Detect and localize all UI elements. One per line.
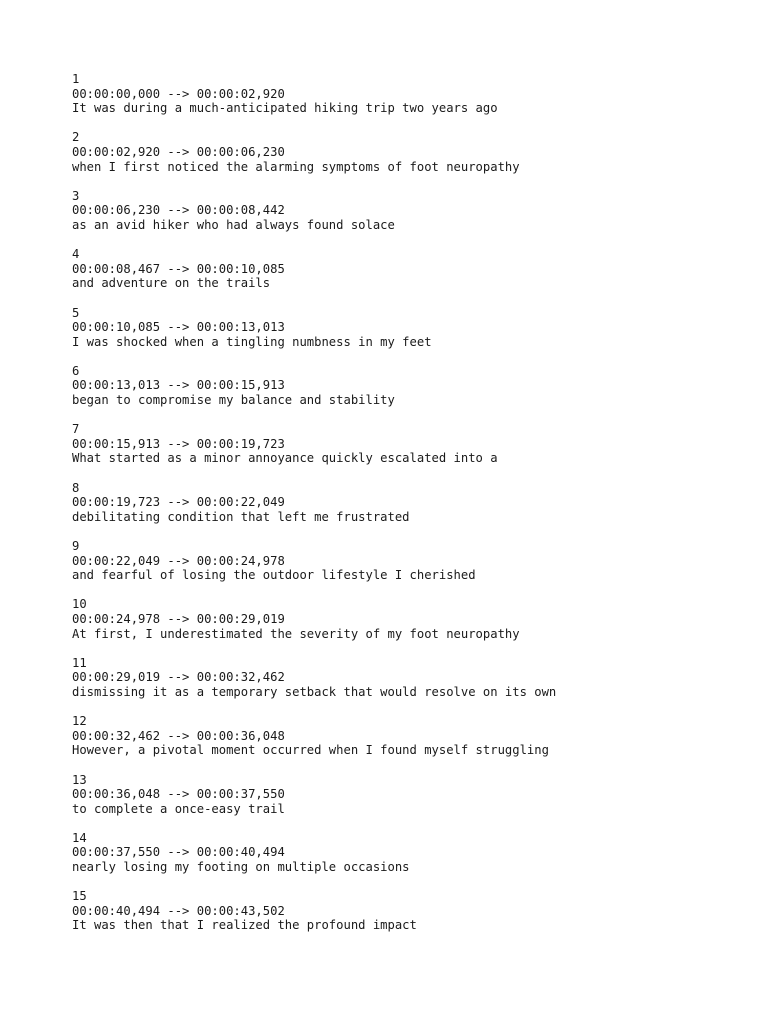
cue-text: I was shocked when a tingling numbness in my feet (72, 334, 432, 349)
cue-index: 14 (72, 830, 87, 845)
cue-timing: 00:00:32,462 --> 00:00:36,048 (72, 728, 285, 743)
subtitle-cue (72, 130, 732, 174)
cue-text: when I first noticed the alarming symptoms of foot neuropathy (72, 159, 520, 174)
cue-index: 9 (72, 539, 80, 553)
subtitle-cue (72, 364, 732, 408)
cue-index: 11 (72, 655, 87, 670)
subtitle-cue (72, 597, 732, 641)
subtitle-cue (72, 773, 732, 817)
cue-index: 3 (72, 188, 80, 203)
cue-text: began to compromise my balance and stability (72, 393, 395, 408)
cue-timing: 00:00:19,723 --> 00:00:22,049 (72, 495, 285, 510)
cue-index: 13 (72, 772, 87, 787)
cue-text: At first, I underestimated the severity of my foot neuropathy (72, 626, 520, 641)
cue-timing: 00:00:13,013 --> 00:00:15,913 (72, 378, 285, 393)
cue-text: What started as a minor annoyance quickly escalated into a (72, 451, 498, 466)
subtitle-cue (72, 656, 732, 700)
cue-timing: 00:00:06,230 --> 00:00:08,442 (72, 203, 285, 218)
subtitle-cue (72, 539, 732, 583)
cue-timing: 00:00:02,920 --> 00:00:06,230 (72, 144, 285, 159)
cue-timing: 00:00:36,048 --> 00:00:37,550 (72, 787, 285, 802)
cue-text: dismissing it as a temporary setback that would resolve on its own (72, 684, 557, 699)
cue-text: debilitating condition that left me frustrated (72, 509, 410, 524)
subtitle-cue (72, 831, 732, 875)
cue-index: 1 (72, 72, 80, 86)
subtitle-cue (72, 72, 732, 116)
cue-text: However, a pivotal moment occurred when I found myself struggling (72, 743, 549, 758)
subtitle-cue (72, 247, 732, 291)
subtitle-cue (72, 481, 732, 525)
cue-timing: 00:00:00,000 --> 00:00:02,920 (72, 86, 285, 101)
cue-text: and adventure on the trails (72, 276, 271, 291)
subtitle-document (72, 72, 732, 948)
cue-text: nearly losing my footing on multiple occasions (72, 860, 410, 875)
subtitle-cue (72, 889, 732, 933)
cue-text: and fearful of losing the outdoor lifestyle I cherished (72, 568, 476, 583)
subtitle-cue (72, 714, 732, 758)
cue-timing: 00:00:40,494 --> 00:00:43,502 (72, 903, 285, 918)
subtitle-cue (72, 189, 732, 233)
cue-timing: 00:00:08,467 --> 00:00:10,085 (72, 261, 285, 276)
cue-index: 10 (72, 597, 87, 612)
subtitle-cue (72, 306, 732, 350)
subtitle-cue (72, 422, 732, 466)
cue-timing: 00:00:22,049 --> 00:00:24,978 (72, 553, 285, 568)
cue-text: to complete a once-easy trail (72, 801, 285, 816)
cue-timing: 00:00:10,085 --> 00:00:13,013 (72, 320, 285, 335)
cue-timing: 00:00:15,913 --> 00:00:19,723 (72, 436, 285, 451)
cue-index: 7 (72, 422, 80, 437)
cue-index: 4 (72, 247, 80, 262)
cue-index: 5 (72, 305, 80, 320)
cue-text: It was during a much-anticipated hiking trip two years ago (72, 101, 498, 116)
cue-index: 8 (72, 480, 80, 495)
cue-index: 12 (72, 714, 87, 729)
cue-timing: 00:00:29,019 --> 00:00:32,462 (72, 670, 285, 685)
cue-timing: 00:00:37,550 --> 00:00:40,494 (72, 845, 285, 860)
cue-index: 2 (72, 130, 80, 145)
cue-timing: 00:00:24,978 --> 00:00:29,019 (72, 611, 285, 626)
cue-text: as an avid hiker who had always found solace (72, 217, 395, 232)
cue-index: 6 (72, 363, 80, 378)
cue-text: It was then that I realized the profound impact (72, 918, 417, 933)
cue-index: 15 (72, 889, 87, 904)
